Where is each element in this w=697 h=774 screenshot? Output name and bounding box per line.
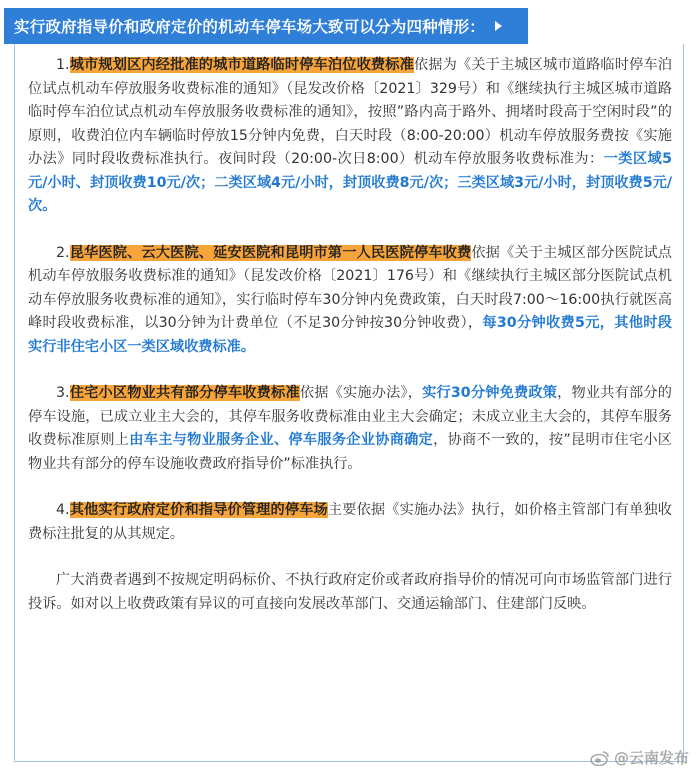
item-body-mid: ，物业共有部分的停车设施，已成立业主大会的，其停车服务收费标准由业主大会确定；未成立业主大会的，其停车服务收费标准原则上 (28, 385, 672, 448)
item-heading: 住宅小区物业共有部分停车收费标准 (69, 385, 300, 401)
item-number: 1. (56, 57, 70, 73)
item-emphasis: 实行30分钟免费政策 (422, 385, 558, 401)
item-heading: 其他实行政府定价和指导价管理的停车场 (69, 502, 328, 518)
item-number: 3. (56, 385, 70, 401)
watermark-text: @云南发布 (613, 749, 689, 767)
item-emphasis: 一类区域5元/小时、封顶收费10元/次；二类区域4元/小时，封顶收费8元/次；三类区域3元/小时，封顶收费5元/次。 (28, 151, 672, 214)
item-heading: 城市规划区内经批准的城市道路临时停车泊位收费标准 (69, 57, 414, 73)
item-hospital-parking (28, 242, 672, 360)
item-body: 依据《实施办法》， (299, 385, 423, 401)
item-number: 2. (56, 244, 70, 261)
item-other-parking (28, 499, 672, 546)
item-residential-parking (28, 382, 672, 476)
item-body: 主要依据《实施办法》执行，如价格主管部门有单独收费标注批复的从其规定。 (28, 502, 672, 542)
section-title: 实行政府指导价和政府定价的机动车停车场大致可以分为四种情形： (14, 18, 486, 36)
article-body (28, 54, 672, 616)
closing-note: 广大消费者遇到不按规定明码标价、不执行政府定价或者政府指导价的情况可向市场监管部门进行投诉。如对以上收费政策有异议的可直接向发展改革部门、交通运输部门、住建部门反映。 (28, 572, 672, 612)
item-body: 依据《关于主城区部分医院试点机动车停放服务收费标准的通知》（昆发改价格〔2021〕176号）和《继续执行主城区部分医院试点机动车停放服务收费标准的通知》，实行临时停车30分钟内免费政策，白天时段7:00～16:00执行就医高峰时段收费标准，以30分钟为计费单位（不足30分钟按30分钟收费）， (28, 244, 672, 331)
item-heading: 昆华医院、云大医院、延安医院和昆明市第一人民医院停车收费 (69, 244, 472, 261)
play-arrow-icon (495, 21, 502, 31)
weibo-icon (590, 750, 610, 766)
item-road-parking (28, 54, 672, 219)
item-emphasis: 每30分钟收费5元，其他时段实行非住宅小区一类区域收费标准。 (28, 315, 672, 355)
item-number: 4. (56, 502, 70, 518)
item-emphasis-2: 由车主与物业服务企业、停车服务企业协商确定 (129, 432, 434, 448)
section-header (4, 8, 528, 44)
item-tail: ，协商不一致的，按”昆明市住宅小区物业共有部分的停车设施收费政府指导价”标准执行。 (28, 432, 672, 472)
item-body: 依据为《关于主城区城市道路临时停车泊位试点机动车停放服务收费标准的通知》（昆发改价格〔2021〕329号）和《继续执行主城区城市道路临时停车泊位试点机动车停放服务收费标准的通知》，按照”路内高于路外、拥堵时段高于空闲时段”的原则，收费泊位内车辆临时停放15分钟内免费，白天时段（8:00-20:00）机动车停放服务费按《实施办法》同时段收费标准执行。夜间时段（20:00-次日8:00）机动车停放服务收费标准为： (28, 57, 672, 167)
watermark (590, 747, 689, 768)
